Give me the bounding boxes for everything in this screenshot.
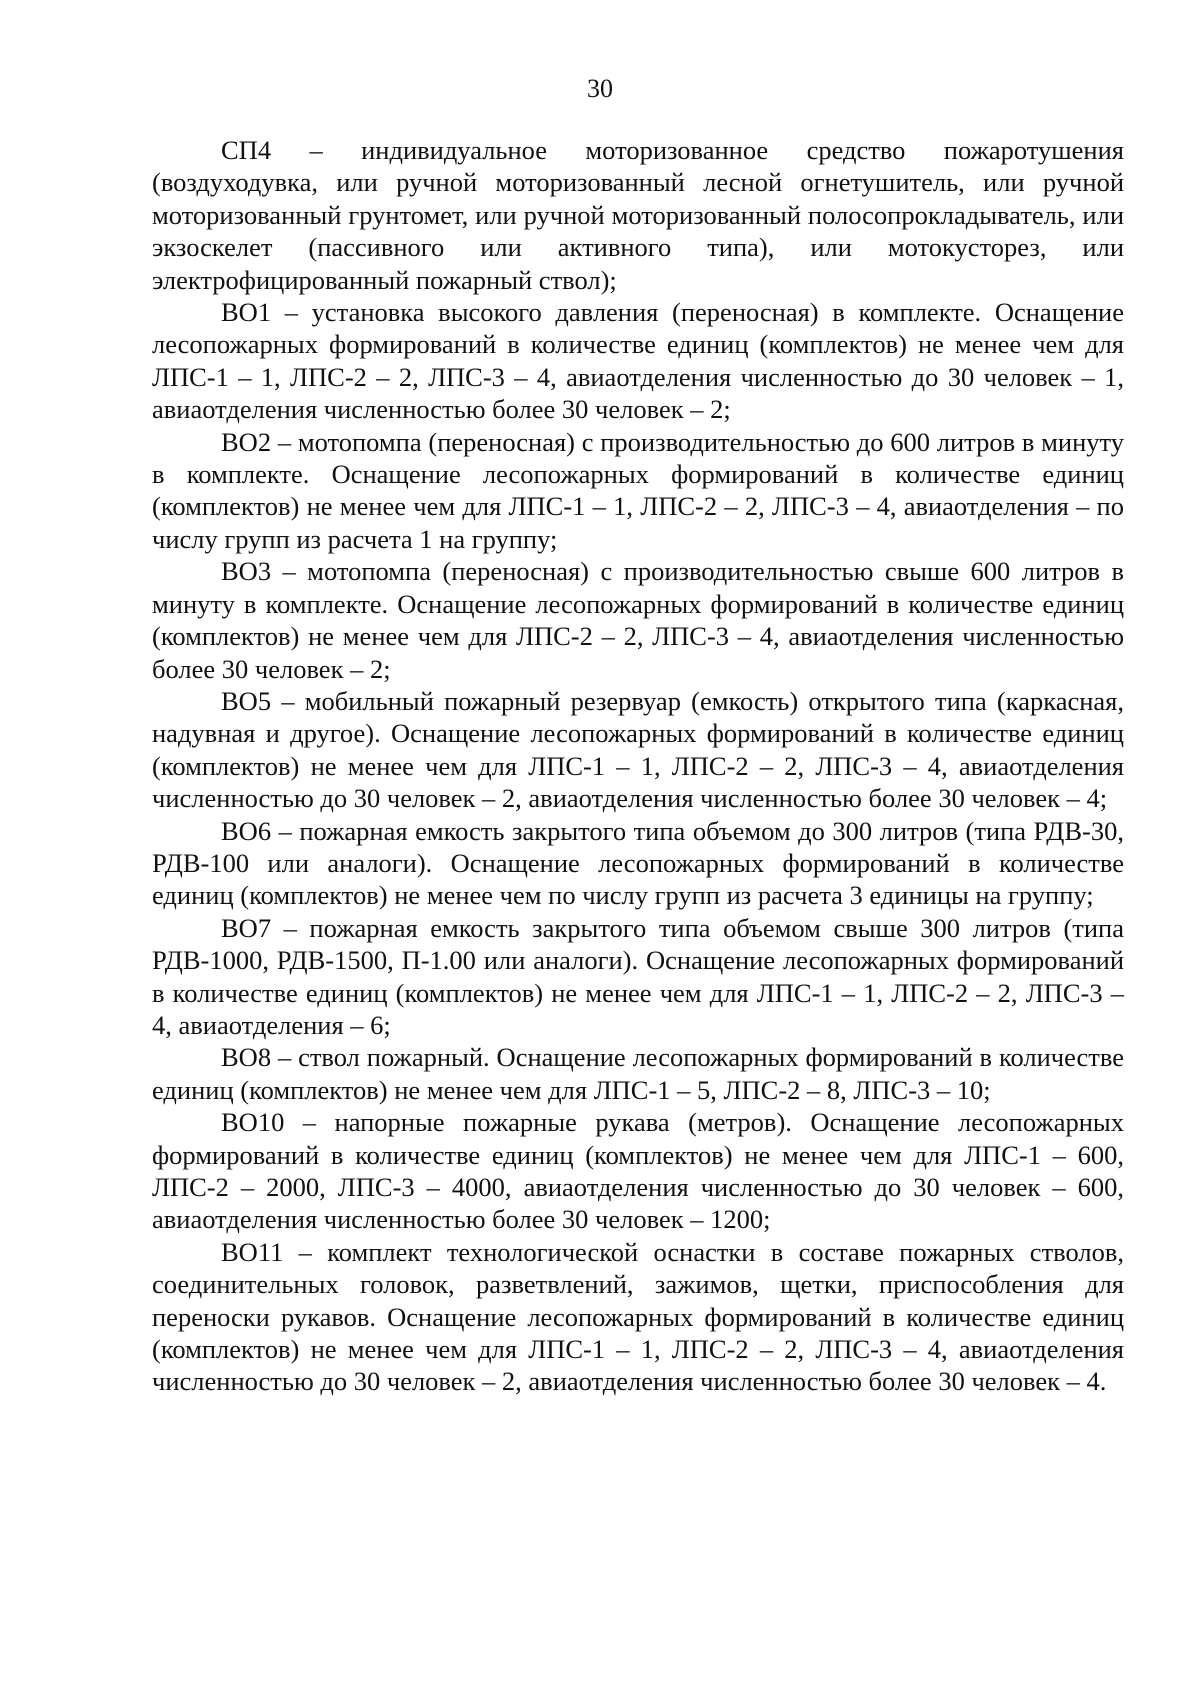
paragraph-vo3: ВО3 – мотопомпа (переносная) с производительностью свыше 600 литров в минуту в комплекте. Оснащение лесопожарных формирований в количестве единиц (комплектов) не менее чем для ЛПС-2 – 2, ЛПС-3 – 4, авиаотделения численностью более 30 человек – 2; bbox=[152, 556, 1124, 684]
paragraph-vo5: ВО5 – мобильный пожарный резервуар (емкость) открытого типа (каркасная, надувная и другое). Оснащение лесопожарных формирований в количестве единиц (комплектов) не менее чем для ЛПС-1 – 1, ЛПС-2 – 2, ЛПС-3 – 4, авиаотделения численностью до 30 человек – 2, авиаотделения численностью более 30 человек – 4; bbox=[152, 685, 1124, 814]
page-number: 30 bbox=[587, 74, 613, 103]
paragraph-vo7: ВО7 – пожарная емкость закрытого типа объемом свыше 300 литров (типа РДВ-1000, РДВ-1500, П-1.00 или аналоги). Оснащение лесопожарных формирований в количестве единиц (комплектов) не менее чем для ЛПС-1 – 1, ЛПС-2 – 2, ЛПС-3 – 4, авиаотделения – 6; bbox=[152, 912, 1124, 1040]
paragraph-vo8: ВО8 – ствол пожарный. Оснащение лесопожарных формирований в количестве единиц (комплектов) не менее чем для ЛПС-1 – 5, ЛПС-2 – 8, ЛПС-3 – 10; bbox=[152, 1042, 1124, 1105]
paragraph-vo10: ВО10 – напорные пожарные рукава (метров). Оснащение лесопожарных формирований в количестве единиц (комплектов) не менее чем для ЛПС-1 – 600, ЛПС-2 – 2000, ЛПС-3 – 4000, авиаотделения численностью до 30 человек – 600, авиаотделения численностью более 30 человек – 1200; bbox=[152, 1107, 1124, 1235]
paragraph-vo2: ВО2 – мотопомпа (переносная) с производительностью до 600 литров в минуту в комплекте. Оснащение лесопожарных формирований в количестве единиц (комплектов) не менее чем для ЛПС-1 – 1, ЛПС-2 – 2, ЛПС-3 – 4, авиаотделения – по числу групп из расчета 1 на группу; bbox=[152, 426, 1124, 554]
paragraph-vo11: ВО11 – комплект технологической оснастки в составе пожарных стволов, соединительных головок, разветвлений, зажимов, щетки, приспособления для переноски рукавов. Оснащение лесопожарных формирований в количестве единиц (комплектов) не менее чем для ЛПС-1 – 1, ЛПС-2 – 2, ЛПС-3 – 4, авиаотделения численностью до 30 человек – 2, авиаотделения численностью более 30 человек – 4. bbox=[152, 1236, 1124, 1397]
paragraph-vo6: ВО6 – пожарная емкость закрытого типа объемом до 300 литров (типа РДВ-30, РДВ-100 или аналоги). Оснащение лесопожарных формирований в количестве единиц (комплектов) не менее чем по числу групп из расчета 3 единицы на группу; bbox=[152, 815, 1124, 911]
paragraph-sp4: СП4 – индивидуальное моторизованное средство пожаротушения (воздуходувка, или ручной моторизованный лесной огнетушитель, или ручной моторизованный грунтомет, или ручной моторизованный полосопрокладыватель, или экзоскелет (пассивного или активного типа), или мотокусторез, или электрофицированный пожарный ствол); bbox=[152, 135, 1124, 295]
paragraph-vo1: ВО1 – установка высокого давления (переносная) в комплекте. Оснащение лесопожарных формирований в количестве единиц (комплектов) не менее чем для ЛПС-1 – 1, ЛПС-2 – 2, ЛПС-3 – 4, авиаотделения численностью до 30 человек – 1, авиаотделения численностью более 30 человек – 2; bbox=[152, 297, 1124, 425]
document-body bbox=[152, 134, 1124, 1398]
